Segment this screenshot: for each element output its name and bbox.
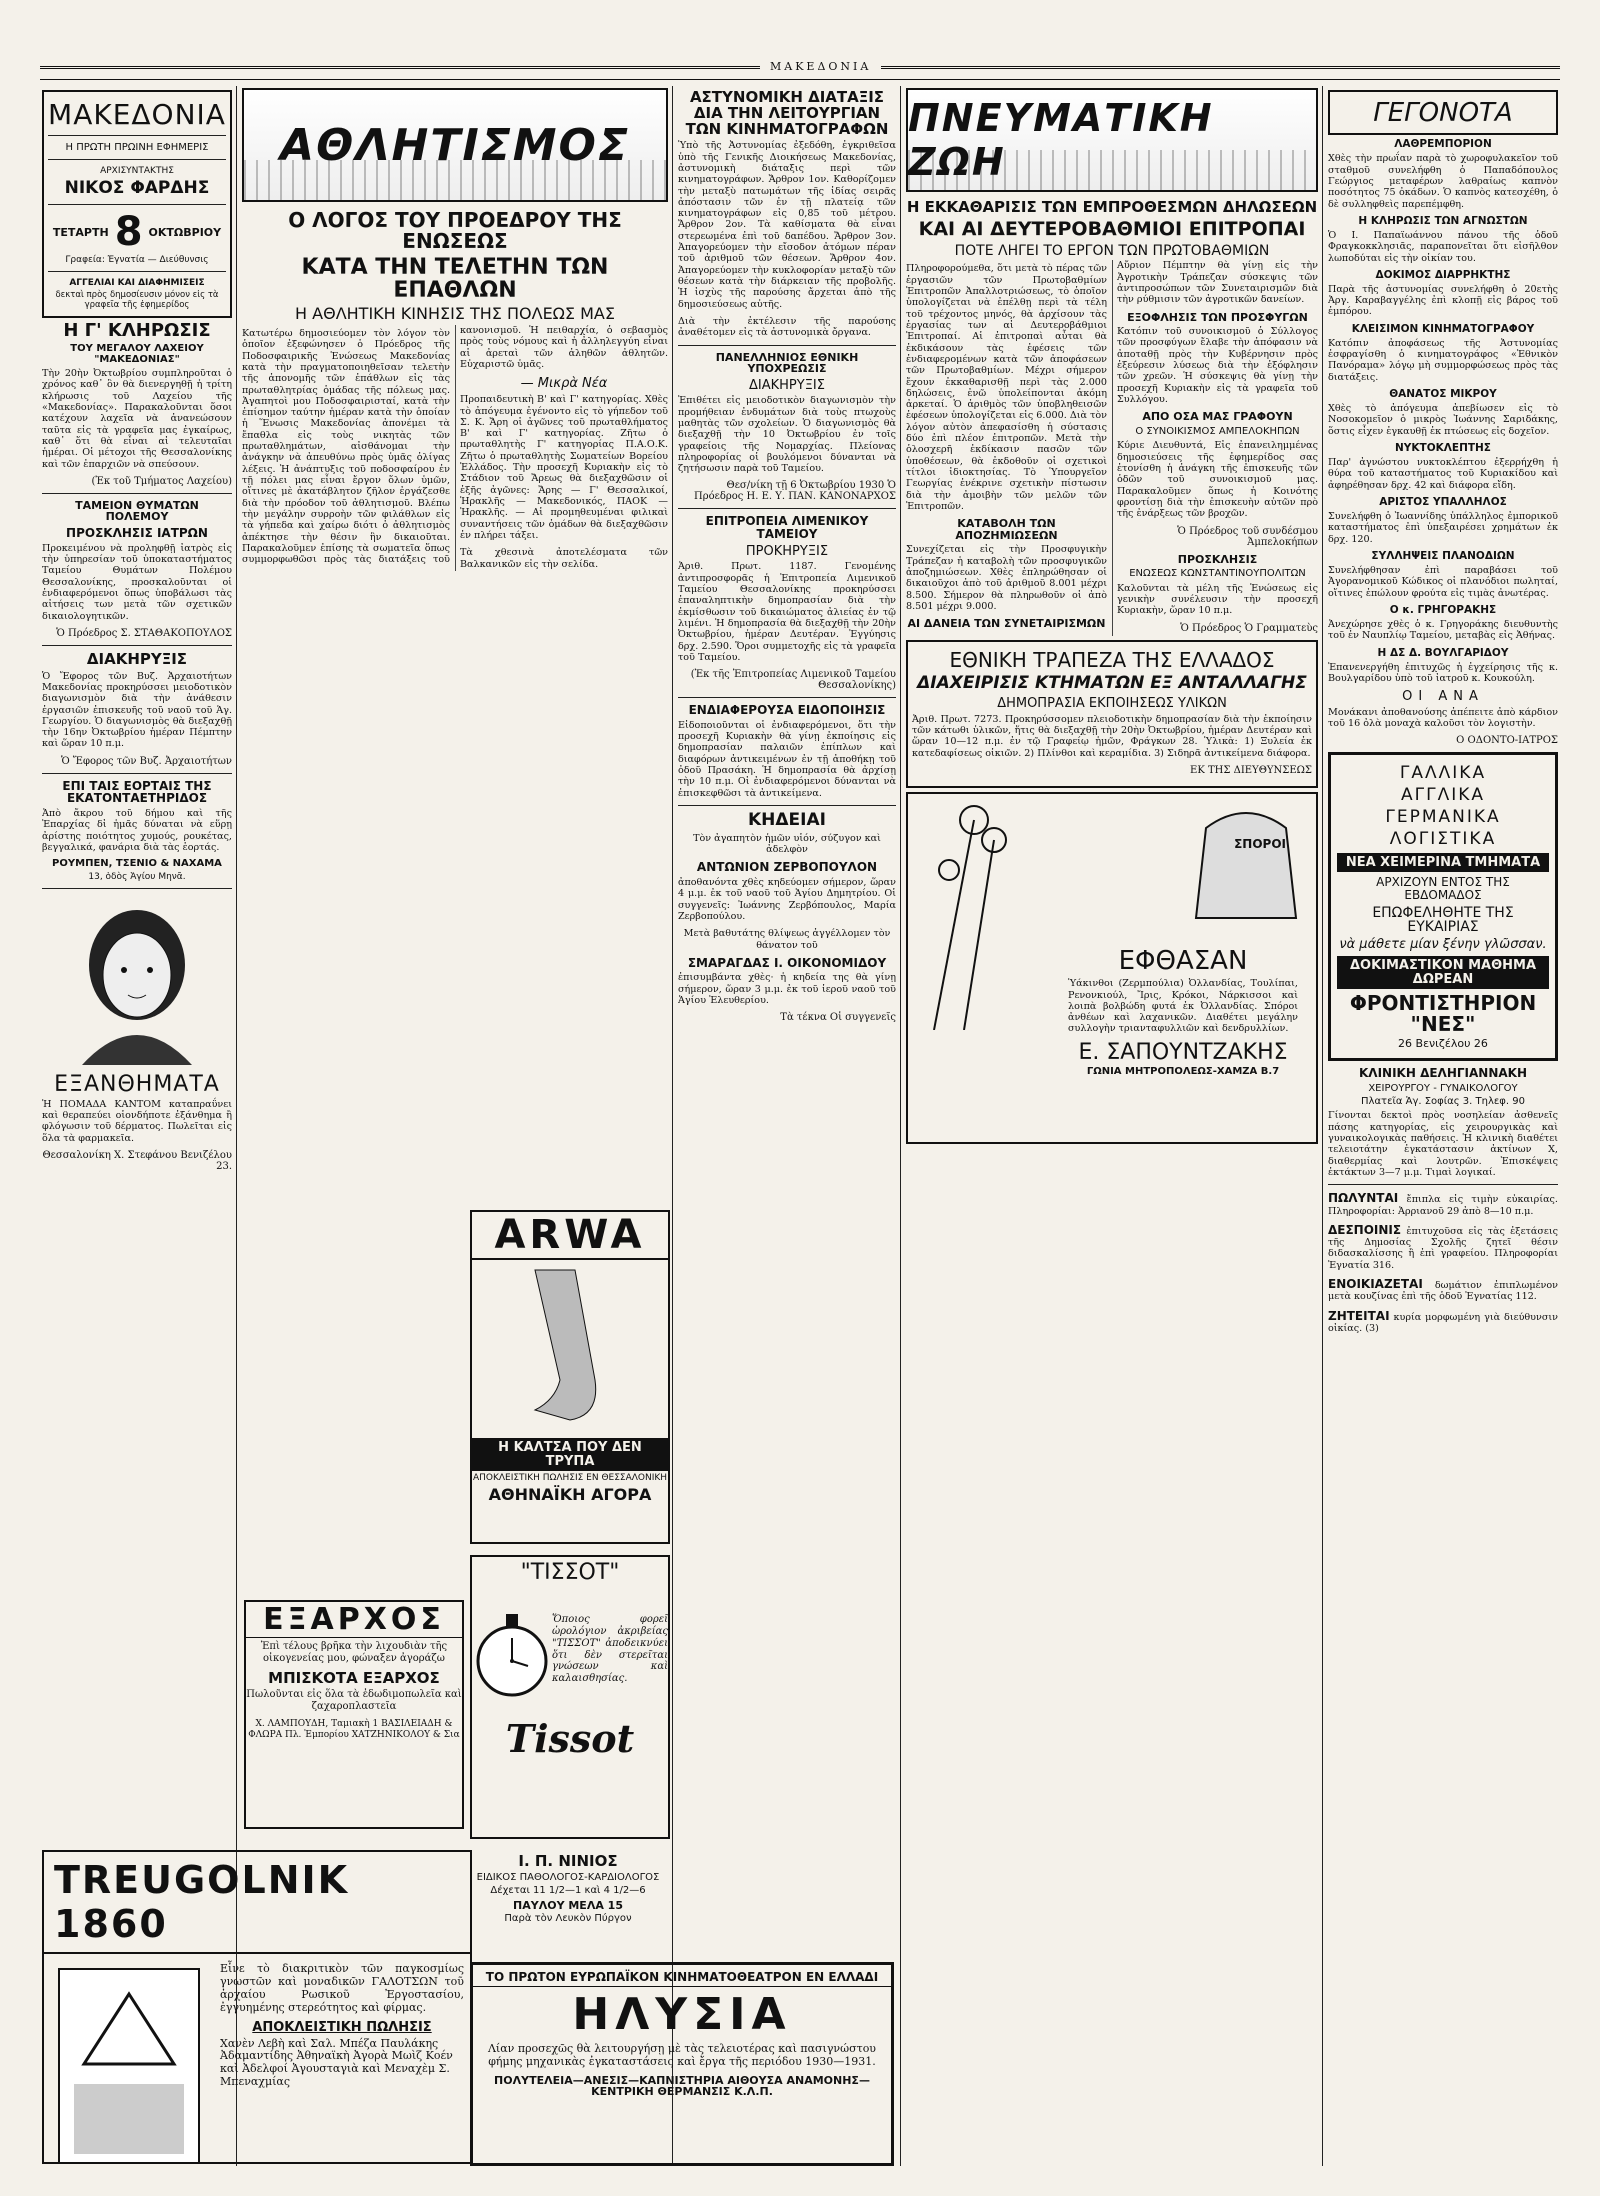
classified-keyword: ΖΗΤΕΙΤΑΙ — [1328, 1308, 1390, 1323]
events-list — [1328, 139, 1558, 684]
events-header — [1328, 90, 1558, 135]
letters-signature: Ὁ Πρόεδρος τοῦ συνδέσμου Ἀμπελοκήπων — [1177, 525, 1318, 548]
tissot-text: Ὅποιος φορεῖ ὡρολόγιον ἀκριβείας "ΤΙΣΣΟΤ" ἀποδεικνύει ὅτι δὲν στερεῖται γνώσεων καὶ καλαισθησίας. — [552, 1614, 668, 1685]
refugees-body: Κατόπιν τοῦ συνοικισμοῦ ὁ Σύλλογος τῶν προσφύγων ἔλαβε τὴν ἀπόφασιν νὰ ἀποταθῇ πρὸς τὴν Κυβέρνησιν πρὸς ἐξεύρεσιν λύσεως διὰ τὴν ἐξόφλησιν τῶν χρεῶν. Ἡ σύσκεψις θὰ γίνῃ τὴν προσεχῆ Κυριακὴν εἰς τὰ γραφεῖα τοῦ Συλλόγου. — [1117, 326, 1318, 406]
masthead-rule — [40, 60, 1560, 80]
column-3 — [678, 86, 896, 1956]
rash-body: Ἡ ΠΟΜΑΔΑ ΚΑΝΤΟΜ καταπραΰνει καὶ θεραπεύει οἱονδήποτε ἐξάνθημα ἢ φλόγωσιν τοῦ δέρματος. Πωλεῖται εἰς ὅλα τὰ φαρμακεῖα. — [42, 1098, 232, 1144]
event-text: Ὁ Ι. Παπαϊωάννου πάνου τῆς ὁδοῦ Φραγκοκκλησιᾶς, παραπονεῖται ὅτι εἰσῆλθον λωποδύται εἰς τὴν οἰκίαν του. — [1328, 229, 1558, 264]
war-fund-title: ΤΑΜΕΙΟΝ ΘΥΜΑΤΩΝ ΠΟΛΕΜΟΥ — [75, 498, 199, 524]
refugees-title: ΕΞΟΦΛΗΣΙΣ ΤΩΝ ΠΡΟΣΦΥΓΩΝ — [1127, 310, 1308, 324]
funeral-body: ἀποθανόντα χθὲς κηδεύομεν σήμερον, ὥραν 4 μ.μ. ἐκ τοῦ ναοῦ τοῦ Ἁγίου Δημητρίου. Οἱ συγγενεῖς: Ἰωάννης Ζερβόπουλος, Μαρία Ζερβοπούλου. — [678, 876, 896, 922]
notice-body: Εἰδοποιοῦνται οἱ ἐνδιαφερόμενοι, ὅτι τὴν προσεχῆ Κυριακὴν θὰ γίνῃ ἐκποίησις εἰς δημοπρασίαν παλαιῶν ἐπίπλων καὶ διαφόρων ἀντικειμένων ἐν τῇ ἀποθήκῃ τοῦ ὀδοῦ Πρασάκη. Ἡ δημοπρασία θὰ ἀρχίσῃ τὴν 10 π.μ. Οἱ ἐνδιαφερόμενοι δύνανται νὰ ἐπισκεφθῶσι τὰ ἀντικείμενα. — [678, 719, 896, 799]
languages-new-sections: ΝΕΑ ΧΕΙΜΕΡΙΝΑ ΤΜΗΜΑΤΑ — [1337, 853, 1549, 873]
funeral-intro-2: Μετὰ βαθυτάτης θλίψεως ἀγγέλλομεν τὸν θάνατον τοῦ — [683, 928, 891, 951]
editor-name: ΝΙΚΟΣ ΦΑΡΔΗΣ — [64, 178, 210, 199]
cinema-text: Λίαν προσεχῶς θὰ λειτουργήσῃ μὲ τὰς τελειοτέρας καὶ πασιγνώστου φήμης μηχανικὰς ἐγκαταστάσεις καὶ ἔργα τῆς περιόδου 1930—1931. — [487, 2041, 876, 2068]
masthead-strip-title: ΜΑΚΕΔΟΝΙΑ — [760, 60, 881, 73]
arwa-slogan: Η ΚΑΛΤΣΑ ΠΟΥ ΔΕΝ ΤΡΥΠΑ — [472, 1438, 668, 1471]
holiday-address: 13, ὁδὸς Ἁγίου Μηνᾶ. — [88, 871, 186, 882]
classified-text: δωμάτιον ἐπιπλωμένον μετὰ κουζίνας ἐπὶ τῆς ὁδοῦ Ἐγνατίας 112. — [1328, 1280, 1558, 1303]
exarchos-line: Ἐπὶ τέλους βρῆκα τὴν λιχουδιὰν τῆς οἰκογενείας μου, φώναξεν ἀγοράζω — [260, 1641, 448, 1664]
event-text: Παρ' ἀγνώστου νυκτοκλέπτου ἐξερρήχθη ἡ θύρα τοῦ καταστήματος τοῦ Κυριακίδου καὶ ἀφηρέθησαν δρχ. 42 καὶ διάφορα εἴδη. — [1328, 457, 1558, 491]
sports-headline-1: Ο ΛΟΓΟΣ ΤΟΥ ΠΡΟΕΔΡΟΥ ΤΗΣ ΕΝΩΣΕΩΣ — [288, 208, 622, 253]
classified-text: ἔπιπλα εἰς τιμὴν εὐκαιρίας. Πληροφορίαι: Ἀρριανοῦ 29 ἀπὸ 8—10 π.μ. — [1328, 1194, 1558, 1217]
classified-text: κυρία μορφωμένη γιὰ διεύθυνσιν οἰκίας. (3) — [1328, 1311, 1558, 1335]
seeds-address: ΓΩΝΙΑ ΜΗΤΡΟΠΟΛΕΩΣ-ΧΑΜΖΑ Β.7 — [1086, 1065, 1280, 1077]
event-heading: ΔΟΚΙΜΟΣ ΔΙΑΡΡΗΚΤΗΣ — [1375, 268, 1511, 281]
office-address: Γραφεία: Ἐγνατία — Διεύθυνσις — [65, 255, 209, 266]
war-fund-signature: Ὁ Πρόεδρος Σ. ΣΤΑΘΑΚΟΠΟΥΛΟΣ — [56, 627, 232, 639]
clinic-subtitle: ΧΕΙΡΟΥΡΓΟΥ - ΓΥΝΑΙΚΟΛΟΓΟΥ — [1368, 1082, 1518, 1094]
languages-list — [1337, 765, 1549, 848]
lottery-signature: (Ἐκ τοῦ Τμήματος Λαχείου) — [91, 475, 232, 487]
invitation-body: Καλοῦνται τὰ μέλη τῆς Ἑνώσεως εἰς γενικὴν συνέλευσιν τὴν προσεχῆ Κυριακὴν, ὥραν 10 π.μ. — [1117, 582, 1318, 617]
exarchos-biscuits-ad — [244, 1600, 464, 1829]
classified-ads — [1328, 1191, 1558, 1334]
funeral-body-2: ἐπισυμβάντα χθὲς· ἡ κηδεία της θὰ γίνῃ σήμερον, ὥραν 3 μ.μ. ἐκ τοῦ ἱεροῦ ναοῦ τοῦ Ἁγίου Ἐλευθερίου. — [678, 972, 896, 1007]
thanks-body: Μονάκανι ἀποθανούσης ἀπέπειτε ἀπὸ κάρδιον τοῦ 16 ὀλὰ μοναχὰ καλοῦσι τὸν λογιστὴν. — [1328, 706, 1558, 730]
arwa-brand: ARWA — [472, 1212, 668, 1260]
loans-body: Αὔριον Πέμπτην θὰ γίνῃ εἰς τὴν Ἀγροτικὴν Τράπεζαν σύσκεψις τῶν ἀντιπροσώπων τῶν Συνεταιρισμῶν διὰ τὴν ρύθμισιν τῶν ἀγροτικῶν δανείων. — [1117, 260, 1318, 306]
police-body: Ὑπὸ τῆς Ἀστυνομίας ἐξεδόθη, ἐγκριθεῖσα ὑπὸ τῆς Γενικῆς Διοικήσεως Μακεδονίας, ἀστυνομικὴ διάταξις περὶ τῶν κινηματογράφων. Ἄρθρον 1ον. Καθορίζομεν τὴν μεταξὺ πατωμάτων τῆς ἰδίας σειρᾶς ἀπόστασιν τῶν ἐν τῇ πλατείᾳ τῶν κινηματογράφων εἰς 0,85 τοῦ μέτρου. Ἄρθρον 2ον. Τὰ καθίσματα θὰ εἶναι στερεωμένα ἐπὶ τοῦ δαπέδου. Ἄρθρον 3ον. Ἀπαγορεύομεν τὴν εἴσοδον ἀτόμων πέραν τοῦ ἀριθμοῦ τῶν θέσεων. Ἄρθρον 4ον. Ἀπαγορεύομεν τὴν κυκλοφορίαν μεταξὺ τῶν θέσεων κατὰ τὴν διάρκειαν τῆς προβολῆς. Ἡ ἰσχὺς τῆς παρούσης ἄρχεται ἀπὸ τῆς δημοσιεύσεως αὐτῆς. — [678, 140, 896, 310]
doctor-role: ΕΙΔΙΚΟΣ ΠΑΘΟΛΟΓΟΣ-ΚΑΡΔΙΟΛΟΓΟΣ — [476, 1871, 660, 1883]
bank-signature: ΕΚ ΤΗΣ ΔΙΕΥΘΥΝΣΕΩΣ — [1190, 764, 1312, 776]
seed-bag-icon — [1186, 798, 1306, 928]
doctor-hours: Δέχεται 11 1/2—1 καὶ 4 1/2—6 — [490, 1884, 646, 1896]
bank-subtitle: ΔΙΑΧΕΙΡΙΣΙΣ ΚΤΗΜΑΤΩΝ ΕΞ ΑΝΤΑΛΛΑΓΗΣ — [917, 673, 1307, 694]
column-1 — [42, 86, 232, 1846]
bank-subtitle-2: ΔΗΜΟΠΡΑΣΙΑ ΕΚΠΟΙΗΣΕΩΣ ΥΛΙΚΩΝ — [997, 696, 1227, 712]
port-body: Ἀριθ. Πρωτ. 1187. Γενομένης ἀντιπροσφορᾶς ἡ Ἐπιτροπεία Λιμενικοῦ Ταμείου Θεσσαλονίκης προκηρύσσει ἐπαναληπτικὴν δημοπρασίαν διὰ τὴν ἐκμίσθωσιν τοῦ δικαιώματος ἀλιείας ἐν τῷ λιμένι. Ἡ δημοπρασία θὰ διεξαχθῇ τὴν 20ὴν Ὀκτωβρίου, ἡμέραν Δευτέραν. Ἐγγύησις δρχ. 2.590. Ὅροι συμμετοχῆς εἰς τὰ γραφεῖα τοῦ Ταμείου. — [678, 561, 896, 663]
bank-body: Ἀριθ. Πρωτ. 7273. Προκηρύσσομεν πλειοδοτικὴν δημοπρασίαν διὰ τὴν ἐκποίησιν τῶν κάτωθι ὑλικῶν, ἥτις θὰ διεξαχθῇ τὴν 20ὴν Ὀκτωβρίου, ἡμέραν Δευτέραν καὶ ὥραν 10—12 π.μ. ἐν τῷ Γραφείῳ ἡμῶν, Φράγκων 28. Ὑλικὰ: 1) Ξυλεία ἐκ κατεδαφίσεως οἰκιῶν. 2) Πλίνθοι καὶ κεραμίδια. 3) Σιδηρᾶ ἀντικείμενα διάφορα. — [912, 713, 1312, 759]
funeral-name: ΑΝΤΩΝΙΟΝ ΖΕΡΒΟΠΟΥΛΟΝ — [696, 860, 878, 875]
language-item: ΛΟΓΙΣΤΙΚΑ — [1389, 828, 1497, 849]
classified-ad — [1328, 1223, 1558, 1271]
war-fund-subtitle: ΠΡΟΣΚΛΗΣΙΣ ΙΑΤΡΩΝ — [66, 526, 208, 541]
sports-subhead: Η ΑΘΛΗΤΙΚΗ ΚΙΝΗΣΙΣ ΤΗΣ ΠΟΛΕΩΣ ΜΑΣ — [295, 304, 615, 324]
doctor-name: Ι. Π. ΝΙΝΙΟΣ — [518, 1852, 618, 1870]
doctor-landmark: Παρὰ τὸν Λευκὸν Πύργον — [504, 1913, 632, 1925]
column-5 — [1328, 86, 1558, 2161]
declarations-body: Πληροφορούμεθα, ὅτι μετὰ τὸ πέρας τῶν ἐργασιῶν τῶν Πρωτοβαθμίων Ἐπιτροπῶν Ἀπαλλοτριώσεως, τὸ ὁποῖον ὑπολογίζεται νὰ ἐπέλθῃ περὶ τὰ τέλη τοῦ τρέχοντος μηνός, θὰ ἀρχίσουν τὰς ἐργασίας των αἱ Δευτεροβάθμιοι Ἐπιτροπαί. Αἱ ἐπιτροπαὶ αὗται θὰ ἐκδικάσουν τὰς ἐφέσεις τῶν ἐνδιαφερομένων κατὰ τῶν ἀποφάσεων τῶν Πρωτοβαθμίων. Μέχρι σήμερον ἔχουν ἐκκαθαρισθῇ περὶ τὰς 2.000 δηλώσεις, ἐνῶ ὑπολείπονται ἀκόμη ἀρκεταί. Ὁ ἀριθμὸς τῶν ὑποβληθεισῶν ἐφέσεων ὑπολογίζεται εἰς 6.000. Διὰ τὸν λόγον αὐτὸν ἀπεφασίσθη ἡ σύστασις δύο ἐπὶ πλέον ἐπιτροπῶν. Μετὰ τὴν ὁλοσχερῆ ἐκδίκασιν πασῶν τῶν ὑποθέσεων, θὰ ἐκδοθοῦν οἱ σχετικοὶ τίτλοι ἰδιοκτησίας. Τὸ Ὑπουργεῖον Γεωργίας ἐνέκρινε σχετικὴν πίστωσιν διὰ τὴν ἀμοιβὴν τῶν μελῶν τῶν Ἐπιτροπῶν. — [906, 263, 1107, 512]
seeds-text: Ὑάκινθοι (Ζερμπούλια) Ὀλλανδίας, Τουλίπαι, Ρενονκιούλ, Ἴρις, Κρόκοι, Νάρκισσοι καὶ λοιπὰ βολβώδη φυτά ἐκ Ὀλλανδίας. Σπόροι ἀνθέων καὶ λαχανικῶν. Διαθέτει μεγάλην συλλογὴν τριανταφυλλιῶν καὶ δενδρυλλίων. — [1068, 978, 1298, 1035]
holiday-title: ΕΠΙ ΤΑΙΣ ΕΟΡΤΑΙΣ ΤΗΣ ΕΚΑΤΟΝΤΑΕΤΗΡΙΔΟΣ — [62, 778, 212, 806]
ads-text: δεκταὶ πρὸς δημοσίευσιν μόνον εἰς τὰ γραφεῖα τῆς ἐφημερίδος — [55, 290, 219, 311]
port-signature: (Ἐκ τῆς Ἐπιτροπείας Λιμενικοῦ Ταμείου Θεσσαλονίκης) — [690, 669, 896, 692]
event-heading: ΛΑΘΡΕΜΠΟΡΙΟΝ — [1394, 138, 1492, 151]
doctor-address: ΠΑΥΛΟΥ ΜΕΛΑ 15 — [513, 1898, 623, 1912]
sports-body-2: Προπαιδευτικὴ Β' καὶ Γ' κατηγορίας. Χθὲς τὸ ἀπόγευμα ἐγένοντο εἰς τὸ γήπεδον τοῦ Σ. Κ. Ἄρη οἱ ἀγῶνες τοῦ πρωταθλήματος Β' καὶ Γ' κατηγορίας. Ζῆτω ὁ πρωταθλητὴς Γ' κατηγορίας Π.Α.Ο.Κ. Ζῆτω ὁ πρωταθλητὴς Σωματείων Βορείου Ἑλλάδος. Τὴν προσεχῆ Κυριακὴν εἰς τὸ Στάδιον τοῦ Ἄρεως θὰ διεξαχθῶσιν οἱ ἑξῆς ἀγῶνες: Ἄρης — Γ' Θεσσαλικοί, Ἡρακλῆς — Μακεδονικός, ΠΑΟΚ — Ἠρακλῆς. — Αἱ προμηθευμέναι φιλικαὶ συναντήσεις τῶν ὁμάδων θὰ διεξαχθῶσιν ἐν πλήρει τάξει. — [460, 394, 668, 541]
seeds-merchant: Ε. ΣΑΠΟΥΝΤΖΑΚΗΣ — [1078, 1039, 1288, 1065]
cinema-features: ΠΟΛΥΤΕΛΕΙΑ—ΑΝΕΣΙΣ—ΚΑΠΝΙΣΤΗΡΙΑ ΑΙΘΟΥΣΑ ΑΝΑΜΟΝΗΣ—ΚΕΝΤΡΙΚΗ ΘΕΡΜΑΝΣΙΣ Κ.Λ.Π. — [494, 2073, 870, 2099]
compensation-body: Συνεχίζεται εἰς τὴν Προσφυγικὴν Τράπεζαν ἡ καταβολὴ τῶν προσφυγικῶν ἀποζημιώσεων. Χθὲς ἐπληρώθησαν οἱ δικαιοῦχοι ἀπὸ τοῦ ἀριθμοῦ 8.001 μέχρι 8.500. Σήμερον θὰ πληρωθοῦν οἱ ἀπὸ 8.501 μέχρι 9.000. — [906, 544, 1107, 612]
lottery-body: Τὴν 20ὴν Ὀκτωβρίου συμπληροῦται ὁ χρόνος καθ᾽ ὃν θὰ διενεργηθῇ ἡ τρίτη κλήρωσις τοῦ Λαχείου τῆς «Μακεδονίας». Παρακαλοῦνται ὅσοι κατέχουν λαχεῖα νὰ ἀνανεώσουν ταῦτα εἰς τὰ γραφεῖα μας ἐγκαίρως, καθ᾽ ὅτι θὰ εἶναι αἱ τελευταῖαι ἡμέραι. Οἱ μέτοχοι τῆς Θεσσαλονίκης καὶ τῶν ἐπαρχιῶν νὰ σπεύσουν. — [42, 368, 232, 470]
languages-school: ΦΡΟΝΤΙΣΤΗΡΙΟΝ "ΝΕΣ" — [1349, 991, 1537, 1037]
event-text: Ἀνεχώρησε χθὲς ὁ κ. Γρηγοράκης διευθυντὴς τοῦ ἐν Ναυπλίῳ Ταμείου, μεταβὰς εἰς Ἀθήνας. — [1328, 618, 1558, 642]
event-text: Χθὲς τὴν πρωΐαν παρὰ τὸ χωροφυλακεῖον τοῦ σταθμοῦ συνελήφθη ὁ Παπαδόπουλος Γεώργιος μεταφέρων λαθραίως καπνὸν ποσότητος 75 ὀκάδων. Ὁ καπνὸς κατεσχέθη, ὁ δὲ συλληφθεὶς παρεπέμφθη. — [1328, 153, 1558, 210]
column-4 — [906, 86, 1318, 2161]
pocket-watch-icon — [472, 1586, 552, 1716]
bank-title: ΕΘΝΙΚΗ ΤΡΑΠΕΖΑ ΤΗΣ ΕΛΛΑΔΟΣ — [949, 648, 1275, 673]
union-subtitle: ΔΙΑΚΗΡΥΞΙΣ — [749, 377, 825, 393]
rash-signature: Θεσσαλονίκη Χ. Στεφάνου Βενιζέλου 23. — [42, 1150, 232, 1173]
intellectual-life-banner — [906, 88, 1318, 192]
seeds-ad — [906, 792, 1318, 1144]
classified-keyword: ΔΕΣΠΟΙΝΙΣ — [1328, 1222, 1402, 1237]
exarchos-product: ΜΠΙΣΚΟΤΑ ΕΞΑΡΧΟΣ — [268, 1668, 440, 1687]
elysia-cinema-ad — [470, 1962, 894, 2166]
declarations-headline-1: Η ΕΚΚΑΘΑΡΙΣΙΣ ΤΩΝ ΕΜΠΡΟΘΕΣΜΩΝ ΔΗΛΩΣΕΩΝ — [906, 198, 1318, 216]
treugolnik-ad — [42, 1850, 472, 2164]
intellectual-life-banner-text: ΠΝΕΥΜΑΤΙΚΗ ΖΩΗ — [908, 96, 1214, 184]
war-fund-body: Προκειμένου νὰ προληφθῇ ἰατρὸς εἰς τὴν ὑπηρεσίαν τοῦ ὑποκαταστήματος Ταμείου Θυμάτων Πολέμου Θεσσαλονίκης, προσκαλοῦνται οἱ ἐνδιαφερόμενοι ὅπως ὑποβάλωσι τὰς αἰτήσεις των μετὰ τῶν σχετικῶν δικαιολογητικῶν. — [42, 542, 232, 622]
event-heading: ΑΡΙΣΤΟΣ ΥΠΑΛΛΗΛΟΣ — [1379, 495, 1507, 508]
thanks-signature: Ο ΟΔΟΝΤΟ-ΙΑΤΡΟΣ — [1456, 735, 1558, 747]
classified-keyword: ΕΝΟΙΚΙΑΖΕΤΑΙ — [1328, 1277, 1423, 1292]
rash-title: ΕΞΑΝΘΗΜΑΤΑ — [54, 1071, 220, 1097]
event-heading: ΚΛΕΙΣΙΜΟΝ ΚΙΝΗΜΑΤΟΓΡΑΦΟΥ — [1351, 322, 1535, 335]
national-bank-notice — [906, 640, 1318, 788]
event-text: Ἐπανενεργήθη ἐπιτυχῶς ἡ ἐγχείρησις τῆς κ. Βουλγαρίδου ὑπὸ τοῦ ἰατροῦ κ. Κουκούλη. — [1328, 661, 1558, 684]
invitation-signature: Ὁ Πρόεδρος Ὁ Γραμματεὺς — [1180, 622, 1318, 634]
police-body-2: Διὰ τὴν ἐκτέλεσιν τῆς παρούσης ἀναθέτομεν εἰς τὰ ἀστυνομικὰ ὄργανα. — [678, 315, 896, 339]
holiday-merchant: ΡΟΥΜΠΕΝ, ΤΣΕΝΙΟ & ΝΑΧΑΜΑ — [52, 858, 222, 870]
languages-opportunity: ΕΠΩΦΕΛΗΘΗΤΕ ΤΗΣ ΕΥΚΑΙΡΙΑΣ — [1372, 904, 1514, 936]
classified-ad — [1328, 1309, 1558, 1335]
tissot-logo: Tissot — [505, 1716, 635, 1762]
seed-bag-label: ΣΠΟΡΟΙ — [1234, 836, 1286, 851]
nameplate — [42, 90, 232, 318]
arwa-stocking-ad — [470, 1210, 670, 1544]
paper-tagline: Η ΠΡΩΤΗ ΠΡΩΙΝΗ ΕΦΗΜΕΡΙΣ — [65, 142, 209, 154]
tissot-watch-ad — [470, 1555, 670, 1839]
declarations-subhead: ΠΟΤΕ ΛΗΓΕΙ ΤΟ ΕΡΓΟΝ ΤΩΝ ΠΡΩΤΟΒΑΘΜΙΩΝ — [954, 242, 1270, 259]
languages-ad — [1328, 752, 1558, 1061]
classified-keyword: ΠΩΛΥΝΤΑΙ — [1328, 1191, 1399, 1206]
invitation-subtitle: ΕΝΩΣΕΩΣ ΚΩΝΣΤΑΝΤΙΝΟΥΠΟΛΙΤΩΝ — [1129, 568, 1306, 580]
column-2-sports — [242, 86, 668, 1246]
sports-body-1: Κατωτέρω δημοσιεύομεν τὸν λόγον τὸν ὁποῖον ἐξεφώνησεν ὁ Πρόεδρος τῆς Ποδοσφαιρικῆς Ἑνώσεως Μακεδονίας κατὰ τὴν πραγματοποιηθεῖσαν τελετὴν τῆς ἀπονομῆς τῶν ἐπάθλων εἰς τὰς πρωταθλητρίας ὁμάδας τῆς πόλεως μας. Ἀγαπητοὶ μου Ποδοσφαιρισταί, κατὰ τὴν ἐπίσημον ταύτην ἡμέραν κατὰ τὴν ὁποίαν ἡ Ἕνωσις Μακεδονίας ἀπονέμει τὰ ἔπαθλα εἰς τοὺς νικητὰς τῶν πρωταθλημάτων, αἰσθάνομαι τὴν ἀνάγκην νὰ ἀπευθύνω πρὸς ὑμᾶς ὀλίγας λέξεις. Ἡ ἀνάπτυξις τοῦ ποδοσφαίρου ἐν τῇ πόλει μας εἶναι ἔργον ὅλων ὑμῶν, οἵτινες μὲ ἀκατάβλητον ζῆλον ἐργάζεσθε διὰ τὴν πρόοδον τοῦ ἀθλητισμοῦ. Βλέπω τὴν μεγάλην συρροὴν τῶν φιλάθλων εἰς τὰ γήπεδα καὶ χαίρω διότι ὁ ἀθλητισμὸς ἀπέκτησε τὴν θέσιν ἣν δικαιοῦται. Παρακαλοῦμεν ἐπίσης τὰ σωματεῖα ὅπως συμμορφωθῶσι πρὸς τὰς διατάξεις τοῦ κανονισμοῦ. Ἡ πειθαρχία, ὁ σεβασμὸς πρὸς τοὺς νόμους καὶ ἡ ἀλληλεγγύη εἶναι αἱ ἀρεταὶ τῶν ἀληθῶν ἀθλητῶν. Εὐχαριστῶ ὑμᾶς. — [242, 324, 668, 566]
invitation-title: ΠΡΟΣΚΛΗΣΙΣ — [1177, 552, 1258, 566]
languages-learn: νὰ μάθετε μίαν ξένην γλῶσσαν. — [1339, 936, 1547, 952]
notice-title: ΕΝΔΙΑΦΕΡΟΥΣΑ ΕΙΔΟΠΟΙΗΣΙΣ — [688, 703, 886, 718]
doctor-notice — [470, 1850, 666, 1960]
arwa-store: ΑΘΗΝΑΪΚΗ ΑΓΟΡΑ — [488, 1485, 652, 1505]
events-title: ΓΕΓΟΝΟΤΑ — [1373, 98, 1513, 128]
port-subtitle: ΠΡΟΚΗΡΥΞΙΣ — [745, 543, 829, 559]
lottery-title: Η Γ' ΚΛΗΡΩΣΙΣ — [63, 320, 211, 342]
declaration-body: Ὁ Ἔφορος τῶν Βυζ. Ἀρχαιοτήτων Μακεδονίας προκηρύσσει μειοδοτικὸν διαγωνισμὸν διὰ τὴν ἀνάθεσιν ἐργασιῶν ἐπισκευῆς τοῦ ναοῦ τοῦ Ἁγ. Γεωργίου. Ὁ διαγωνισμὸς θὰ διεξαχθῇ τὴν 16ην Ὀκτωβρίου ἡμέραν Πέμπτην καὶ ὥραν 10 π.μ. — [42, 670, 232, 750]
treugolnik-sales-title: ΑΠΟΚΛΕΙΣΤΙΚΗ ΠΩΛΗΣΙΣ — [252, 2019, 432, 2035]
letters-subtitle: Ο ΣΥΝΟΙΚΙΣΜΟΣ ΑΜΠΕΛΟΚΗΠΩΝ — [1135, 425, 1300, 437]
editor-label: ΑΡΧΙΣΥΝΤΑΚΤΗΣ — [100, 166, 174, 177]
thanks-title: ΟΙ ΑΝΑ — [1402, 689, 1484, 705]
event-heading: Η ΚΛΗΡΩΣΙΣ ΤΩΝ ΑΓΝΩΣΤΩΝ — [1358, 214, 1528, 227]
woman-portrait-illustration — [42, 895, 232, 1065]
event-heading: ΣΥΛΛΗΨΕΙΣ ΠΛΑΝΟΔΙΩΝ — [1371, 549, 1515, 562]
funeral-intro: Τὸν ἀγαπητὸν ἡμῶν υἱόν, σύζυγον καὶ ἀδελφὸν — [693, 832, 881, 856]
event-heading: ΘΑΝΑΤΟΣ ΜΙΚΡΟΥ — [1389, 388, 1497, 401]
lottery-subtitle: ΤΟΥ ΜΕΓΑΛΟΥ ΛΑΧΕΙΟΥ "ΜΑΚΕΔΟΝΙΑΣ" — [70, 343, 204, 366]
letters-title: ΑΠΟ ΟΣΑ ΜΑΣ ΓΡΑΦΟΥΝ — [1142, 410, 1293, 424]
language-item: ΓΕΡΜΑΝΙΚΑ — [1385, 807, 1501, 828]
column-divider — [1322, 86, 1323, 2166]
paper-title: ΜΑΚΕΔΟΝΙΑ — [48, 98, 226, 131]
funeral-name-2: ΣΜΑΡΑΓΔΑΣ Ι. ΟΙΚΟΝΟΜΙΔΟΥ — [687, 955, 887, 970]
issue-month: ΟΚΤΩΒΡΙΟΥ — [148, 225, 222, 239]
funeral-title: ΚΗΔΕΙΑΙ — [748, 809, 826, 830]
declarations-headline-2: ΚΑΙ ΑΙ ΔΕΥΤΕΡΟΒΑΘΜΙΟΙ ΕΠΙΤΡΟΠΑΙ — [918, 217, 1306, 240]
column-divider — [900, 86, 901, 2166]
issue-date-number: 8 — [114, 209, 143, 256]
letters-body: Κύριε Διευθυντά, Εἰς ἐπανειλημμένας δημοσιεύσεις τῆς ἐφημερίδος σας ἐτονίσθη ἡ ἀνάγκη τῆς ἐπισκευῆς τῶν ὁδῶν τοῦ συνοικισμοῦ μας. Παρακαλοῦμεν ὅπως ἡ Κοινότης φροντίσῃ διὰ τὴν ἐπισκευὴν αὐτῶν πρὸ τῆς ἐνάρξεως τῶν βροχῶν. — [1117, 440, 1318, 520]
clinic-title: ΚΛΙΝΙΚΗ ΔΕΛΗΓΙΑΝΝΑΚΗ — [1358, 1066, 1527, 1081]
languages-free-trial: ΔΟΚΙΜΑΣΤΙΚΟΝ ΜΑΘΗΜΑ ΔΩΡΕΑΝ — [1337, 956, 1549, 989]
seeds-title: ΕΦΘΑΣΑΝ — [1118, 945, 1248, 976]
sports-banner-text: ΑΘΛΗΤΙΣΜΟΣ — [279, 119, 631, 171]
police-title: ΑΣΤΥΝΟΜΙΚΗ ΔΙΑΤΑΞΙΣ ΔΙΑ ΤΗΝ ΛΕΙΤΟΥΡΓΙΑΝ ΤΩΝ ΚΙΝΗΜΑΤΟΓΡΑΦΩΝ — [685, 88, 889, 138]
classified-text: ἐπιτυχοῦσα εἰς τὰς ἐξετάσεις τῆς Δημοσίας Σχολῆς ζητεῖ θέσιν διδασκαλίσσης ἢ ἐπὶ γραφείου. Πληροφορίαι Ἐγνατία 316. — [1328, 1225, 1558, 1271]
loans-title: ΑΙ ΔΑΝΕΙΑ ΤΩΝ ΣΥΝΕΤΑΙΡΙΣΜΩΝ — [907, 617, 1106, 631]
languages-start: ΑΡΧΙΖΟΥΝ ΕΝΤΟΣ ΤΗΣ ΕΒΔΟΜΑΔΟΣ — [1376, 875, 1510, 903]
clinic-body: Γίνονται δεκτοὶ πρὸς νοσηλείαν ἀσθενεῖς πάσης κατηγορίας, εἰς χειρουργικὰς καὶ γυναικολογικὰς παθήσεις. Ἡ κλινικὴ διαθέτει τελειοτάτην ἐγκατάστασιν ἀκτίνων Χ, διαθερμίας καὶ λουτρῶν. Ἐπισκέψεις ἐκτάκτων 3—7 μ.μ. Τιμαὶ λογικαί. — [1328, 1110, 1558, 1178]
ads-label: ΑΓΓΕΛΙΑΙ ΚΑΙ ΔΙΑΦΗΜΙΣΕΙΣ — [69, 278, 205, 289]
sports-banner — [242, 88, 668, 202]
port-title: ΕΠΙΤΡΟΠΕΙΑ ΛΙΜΕΝΙΚΟΥ ΤΑΜΕΙΟΥ — [705, 514, 869, 542]
event-heading: Η ΔΣ Δ. ΒΟΥΛΓΑΡΙΔΟΥ — [1377, 646, 1509, 659]
arwa-sales: ΑΠΟΚΛΕΙΣΤΙΚΗ ΠΩΛΗΣΙΣ ΕΝ ΘΕΣΣΑΛΟΝΙΚΗ — [472, 1473, 668, 1484]
declaration-title: ΔΙΑΚΗΡΥΞΙΣ — [86, 649, 188, 668]
flowers-illustration — [914, 800, 1064, 1030]
exarchos-agents: Χ. ΛΑΜΠΟΥΔΗ, Ταμιακὴ 1 ΒΑΣΙΛΕΙΑΔΗ & ΦΛΩΡΑ Πλ. Ἐμπορίου ΧΑΤΖΗΝΙΚΟΛΟΥ & Σια — [248, 1718, 460, 1740]
classified-ad — [1328, 1277, 1558, 1303]
declaration-signature: Ὁ Ἔφορος τῶν Βυζ. Ἀρχαιοτήτων — [61, 755, 232, 767]
tissot-title: "ΤΙΣΣΟΤ" — [520, 1560, 620, 1585]
union-body: Ἐπιθέτει εἰς μειοδοτικὸν διαγωνισμὸν τὴν προμήθειαν ἐνδυμάτων διὰ τοὺς πτωχοὺς μαθητὰς τῶν σχολείων. Ὁ διαγωνισμὸς θὰ διεξαχθῇ τὴν 10 Ὀκτωβρίου ἐν τοῖς γραφείοις τῆς Νομαρχίας. Πλείονας πληροφορίας οἱ βουλόμενοι δύνανται νὰ ζητήσωσιν παρὰ τοῦ Ταμείου. — [678, 395, 896, 475]
issue-day: ΤΕΤΑΡΤΗ — [52, 225, 109, 239]
classified-ad — [1328, 1191, 1558, 1217]
stocking-leg-illustration — [475, 1260, 665, 1430]
sports-balkan-note: Τὰ χθεσινὰ ἀποτελέσματα τῶν Βαλκανικῶν εἰς τὴν σελίδα. — [460, 547, 668, 570]
exarchos-text: Πωλοῦνται εἰς ὅλα τὰ ἐδωδιμοπωλεῖα καὶ ζαχαροπλαστεῖα — [246, 1689, 462, 1713]
treugolnik-sales-text: Χανὲν Λεβὴ καὶ Σαλ. Μπέζα Παυλάκης Ἀδαμαντίδης Ἀθηναϊκὴ Ἀγορὰ Μωὶζ Κοέν καὶ Ἀδελφοί Ἀγουσταγιὰ καὶ Μεναχὲμ Σ. Μπεναχμίας — [220, 2036, 453, 2089]
event-text: Παρὰ τῆς ἀστυνομίας συνελήφθη ὁ 20ετὴς Ἀργ. Καραβαγγέλης ἐπὶ κλοπῇ εἰς βάρος τοῦ ἐμπόρου. — [1328, 283, 1558, 318]
event-text: Συνελήφθη ὁ Ἰωαννίδης ὑπάλληλος ἐμπορικοῦ καταστήματος ἐπὶ ὑπεξαιρέσει χρημάτων ἐκ δρχ. 120. — [1328, 510, 1558, 545]
language-item: ΓΑΛΛΙΚΑ — [1399, 763, 1487, 784]
compensation-title: ΚΑΤΑΒΟΛΗ ΤΩΝ ΑΠΟΖΗΜΙΩΣΕΩΝ — [955, 517, 1058, 542]
cinema-title: ΤΟ ΠΡΩΤΟΝ ΕΥΡΩΠΑΪΚΟΝ ΚΙΝΗΜΑΤΟΘΕΑΤΡΟΝ ΕΝ ΕΛΛΑΔΙ — [473, 1969, 891, 1987]
treugolnik-text: Εἶνε τὸ διακριτικὸν τῶν παγκοσμίως γνωστῶν καὶ μοναδικῶν ΓΑΛΟΤΣΩΝ τοῦ ἀρχαίου Ρωσικοῦ Ἐργοστασίου, ἐγγυημένης στερεότητος καὶ φίρμας. — [220, 1962, 464, 2014]
event-text: Συνελήφθησαν ἐπὶ παραβάσει τοῦ Ἀγορανομικοῦ Κώδικος οἱ πλανόδιοι πωληταί, οἵτινες ἐπώλουν φρούτα εἰς τιμὰς ἀνωτέρας. — [1328, 564, 1558, 599]
treugolnik-logo: TREUGOLNIK 1860 — [44, 1852, 470, 1954]
event-text: Χθὲς τὸ ἀπόγευμα ἀπεβίωσεν εἰς τὸ Νοσοκομεῖον ὁ μικρὸς Ἰωάννης Σαριδάκης, ὅστις εἶχεν ἐγκαυθῇ ἐκ πτώσεως εἰς δοχεῖον. — [1328, 403, 1558, 437]
event-text: Κατόπιν ἀποφάσεως τῆς Ἀστυνομίας ἐσφραγίσθη ὁ κινηματογράφος «Ἐθνικὸν Πανόραμα» λόγῳ μὴ συμμορφώσεως πρὸς τὰς διατάξεις. — [1328, 337, 1558, 383]
sports-headline-2: ΚΑΤΑ ΤΗΝ ΤΕΛΕΤΗΝ ΤΩΝ ΕΠΑΘΛΩΝ — [301, 255, 609, 304]
union-signature: Θεσ/νίκη τῇ 6 Ὀκτωβρίου 1930 Ὁ Πρόεδρος Η. Ε. Υ. ΠΑΝ. ΚΑΝΟΝΑΡΧΟΣ — [694, 480, 896, 503]
event-heading: ΝΥΚΤΟΚΛΕΠΤΗΣ — [1395, 442, 1491, 454]
languages-address: 26 Βενιζέλου 26 — [1398, 1037, 1488, 1051]
union-title: ΠΑΝΕΛΛΗΝΙΟΣ ΕΘΝΙΚΗ ΥΠΟΧΡΕΩΣΙΣ — [715, 350, 859, 376]
event-heading: Ο κ. ΓΡΗΓΟΡΑΚΗΣ — [1389, 603, 1497, 616]
cinema-name: ΗΛΥΣΙΑ — [572, 1988, 792, 2040]
exarchos-title: ΕΞΑΡΧΟΣ — [246, 1602, 462, 1638]
holiday-body: Ἀπὸ ἄκρου τοῦ δήμου καὶ τῆς Ἐπαρχίας δἰ ἡμᾶς δύναται νὰ εὕρῃ ἀρίστης ποιότητος χυμούς, ρουκέτας, βεγγαλικά, φανάρια διὰ τὰς ἑορτάς. — [42, 807, 232, 853]
sports-micro-heading: — Μικρὰ Νέα — [520, 376, 608, 392]
funeral-signature: Τὰ τέκνα Οἱ συγγενεῖς — [780, 1012, 896, 1024]
galoshes-box-illustration — [44, 1954, 214, 2164]
language-item: ΑΓΓΛΙΚΑ — [1401, 785, 1485, 806]
clinic-address: Πλατεῖα Ἁγ. Σοφίας 3. Τηλεφ. 90 — [1361, 1096, 1525, 1108]
column-divider — [672, 86, 673, 2166]
